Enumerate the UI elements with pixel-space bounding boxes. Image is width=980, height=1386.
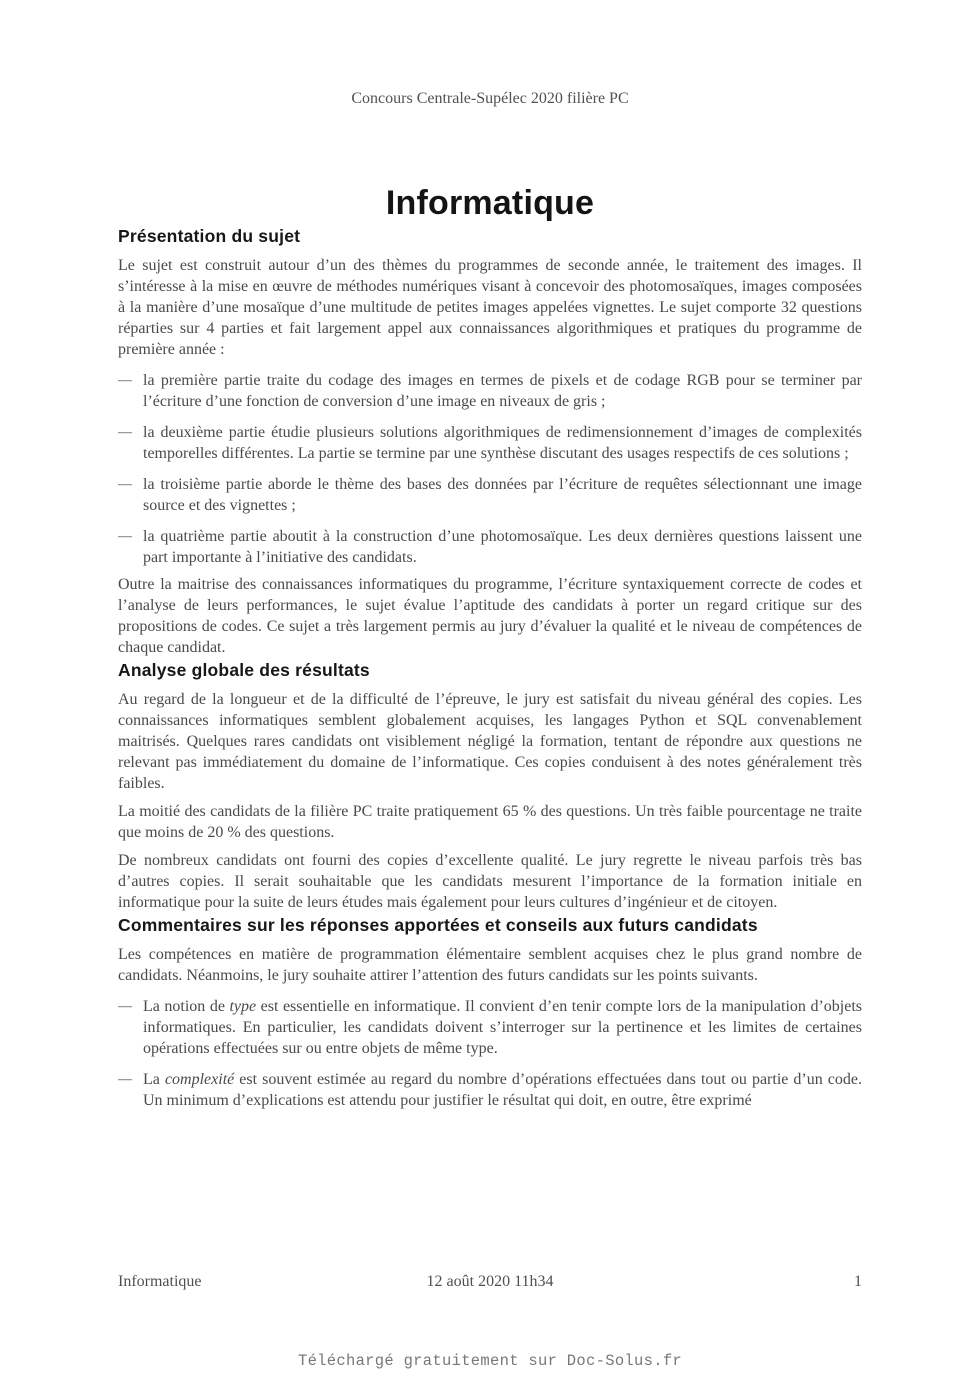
dash-bullet-icon: — <box>118 477 132 492</box>
paragraph: Outre la maitrise des connaissances informatiques du programme, l’écriture syntaxiquement correcte de codes et l’analyse de leurs performances, le sujet évalue l’aptitude des candidats à porter un regard critique sur des propositions de codes. Ce sujet a très largement permis au jury d’évaluer la qualité et le niveau de compétences de chaque candidat. <box>118 576 862 656</box>
list-item-text <box>143 1069 862 1111</box>
bullet-list <box>118 996 862 1111</box>
list-item <box>118 1069 862 1111</box>
footer-document-name: Informatique <box>118 1273 202 1290</box>
list-item <box>118 526 862 568</box>
dash-bullet-icon: — <box>118 373 132 388</box>
list-item-text: la première partie traite du codage des images en termes de pixels et de codage RGB pour se terminer par l’écriture d’une fonction de conversion d’une image en niveaux de gris ; <box>143 372 862 410</box>
paragraph: Au regard de la longueur et de la difficulté de l’épreuve, le jury est satisfait du niveau général des copies. Les connaissances informatiques semblent globalement acquises, les langages Python et SQL convenablement maitrisés. Quelques rares candidats ont visiblement négligé la formation, tentant de répondre aux questions ne relevant pas immédiatement du domaine de l’informatique. Ces copies conduisent à des notes généralement très faibles. <box>118 691 862 792</box>
list-item-text: la deuxième partie étudie plusieurs solutions algorithmiques de redimensionnement d’images de complexités temporelles différentes. La partie se termine par une synthèse discutant des usages respectifs de ces solutions ; <box>143 424 862 462</box>
page-content <box>118 0 862 1111</box>
download-watermark: Téléchargé gratuitement sur Doc-Solus.fr <box>297 1352 683 1370</box>
section-heading-analyse: Analyse globale des résultats <box>118 660 370 680</box>
section-heading-commentaires: Commentaires sur les réponses apportées et conseils aux futurs candidats <box>118 915 758 935</box>
page-footer <box>118 1271 862 1292</box>
item-text-pre: La notion de <box>143 998 230 1015</box>
footer-page-number: 1 <box>854 1273 862 1290</box>
section-heading-presentation: Présentation du sujet <box>118 226 301 246</box>
paragraph: Les compétences en matière de programmation élémentaire semblent acquises chez le plus grand nombre de candidats. Néanmoins, le jury souhaite attirer l’attention des futurs candidats sur les points suivants. <box>118 946 862 984</box>
paragraph: Le sujet est construit autour d’un des thèmes du programmes de seconde année, le traitement des images. Il s’intéresse à la mise en œuvre de méthodes numériques visant à concevoir des photomosaïques, images composées à la manière d’une mosaïque d’une multitude de petites images appelées vignettes. Le sujet comporte 32 questions réparties sur 4 parties et fait largement appel aux connaissances algorithmiques et pratiques du programme de première année : <box>118 257 862 358</box>
paragraph: La moitié des candidats de la filière PC traite pratiquement 65 % des questions. Un très faible pourcentage ne traite que moins de 20 % des questions. <box>118 803 862 841</box>
bullet-list <box>118 370 862 568</box>
item-text-italic: complexité <box>164 1071 235 1088</box>
dash-bullet-icon: — <box>118 529 132 544</box>
list-item-text: la troisième partie aborde le thème des bases des données par l’écriture de requêtes sélectionnant une image source et des vignettes ; <box>143 476 862 514</box>
document-title: Informatique <box>385 184 595 222</box>
running-header: Concours Centrale-Supélec 2020 filière PC <box>351 90 629 107</box>
list-item <box>118 370 862 412</box>
paragraph: De nombreux candidats ont fourni des copies d’excellente qualité. Le jury regrette le niveau parfois très bas d’autres copies. Il serait souhaitable que les candidats mesurent l’importance de la formation initiale en informatique pour la suite de leurs études mais également pour leurs cultures d’ingénieur et de citoyen. <box>118 852 862 911</box>
dash-bullet-icon: — <box>118 999 132 1014</box>
item-text-post: est essentielle en informatique. Il convient d’en tenir compte lors de la manipulation d’objets informatiques. En particulier, les candidats doivent s’interroger sur la pertinence et les limites de certaines opérations effectuées sur ou entre objets de même type. <box>143 998 862 1057</box>
list-item <box>118 474 862 516</box>
dash-bullet-icon: — <box>118 1072 132 1087</box>
item-text-post: est souvent estimée au regard du nombre d’opérations effectuées dans tout ou partie d’un code. Un minimum d’explications est attendu pour justifier le résultat qui doit, en outre, être exprimé <box>143 1071 862 1109</box>
list-item-text: la quatrième partie aboutit à la construction d’une photomosaïque. Les deux dernières questions laissent une part importante à l’initiative des candidats. <box>143 528 862 566</box>
item-text-italic: type <box>229 998 257 1015</box>
list-item <box>118 422 862 464</box>
footer-datetime: 12 août 2020 11h34 <box>426 1273 554 1290</box>
dash-bullet-icon: — <box>118 425 132 440</box>
item-text-pre: La <box>143 1071 165 1088</box>
list-item-text <box>143 996 862 1059</box>
list-item <box>118 996 862 1059</box>
